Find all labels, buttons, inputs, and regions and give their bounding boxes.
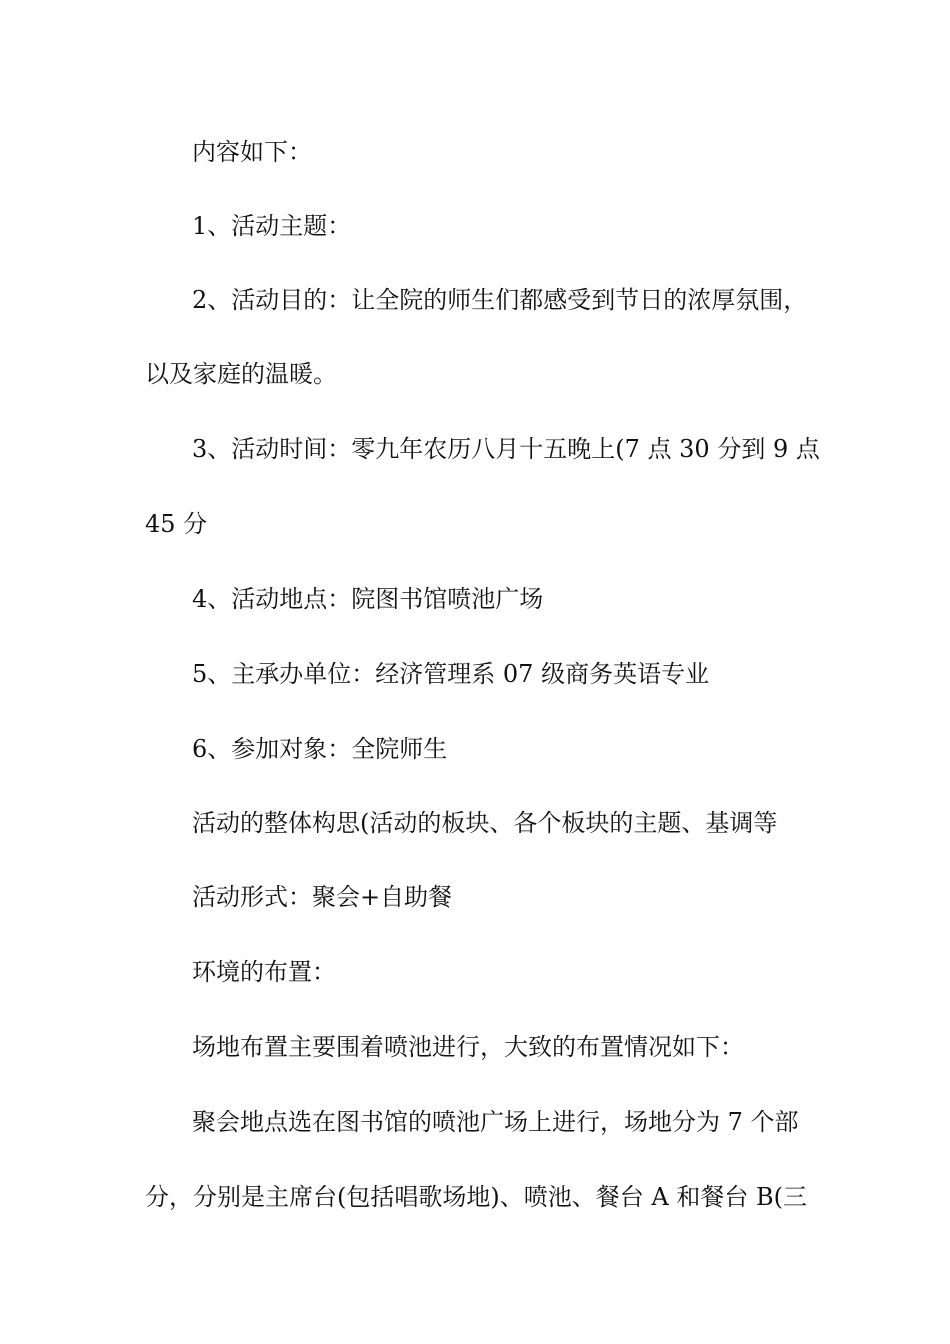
paragraph-environment-heading: 环境的布置： [192, 958, 336, 986]
paragraph-intro: 内容如下： [192, 138, 312, 166]
item-time: 3、活动时间：零九年农历八月十五晚上(7 点 30 分到 9 点 [192, 435, 820, 463]
paragraph-venue-detail: 聚会地点选在图书馆的喷池广场上进行，场地分为 7 个部 [192, 1108, 799, 1136]
item-location: 4、活动地点：院图书馆喷池广场 [192, 585, 544, 613]
paragraph-activity-form: 活动形式：聚会+自助餐 [192, 883, 453, 911]
item-theme: 1、活动主题： [192, 212, 352, 240]
paragraph-venue-layout: 场地布置主要围着喷池进行，大致的布置情况如下： [192, 1033, 744, 1061]
item-time-continued: 45 分 [145, 510, 208, 538]
item-organizer: 5、主承办单位：经济管理系 07 级商务英语专业 [192, 660, 710, 688]
item-participants: 6、参加对象：全院师生 [192, 735, 448, 763]
item-purpose-continued: 以及家庭的温暖。 [145, 360, 337, 388]
item-purpose: 2、活动目的：让全院的师生们都感受到节日的浓厚氛围， [192, 286, 808, 314]
paragraph-venue-detail-continued: 分，分别是主席台(包括唱歌场地)、喷池、餐台 A 和餐台 B(三 [145, 1183, 807, 1211]
paragraph-overall-concept: 活动的整体构思(活动的板块、各个板块的主题、基调等 [192, 809, 778, 837]
